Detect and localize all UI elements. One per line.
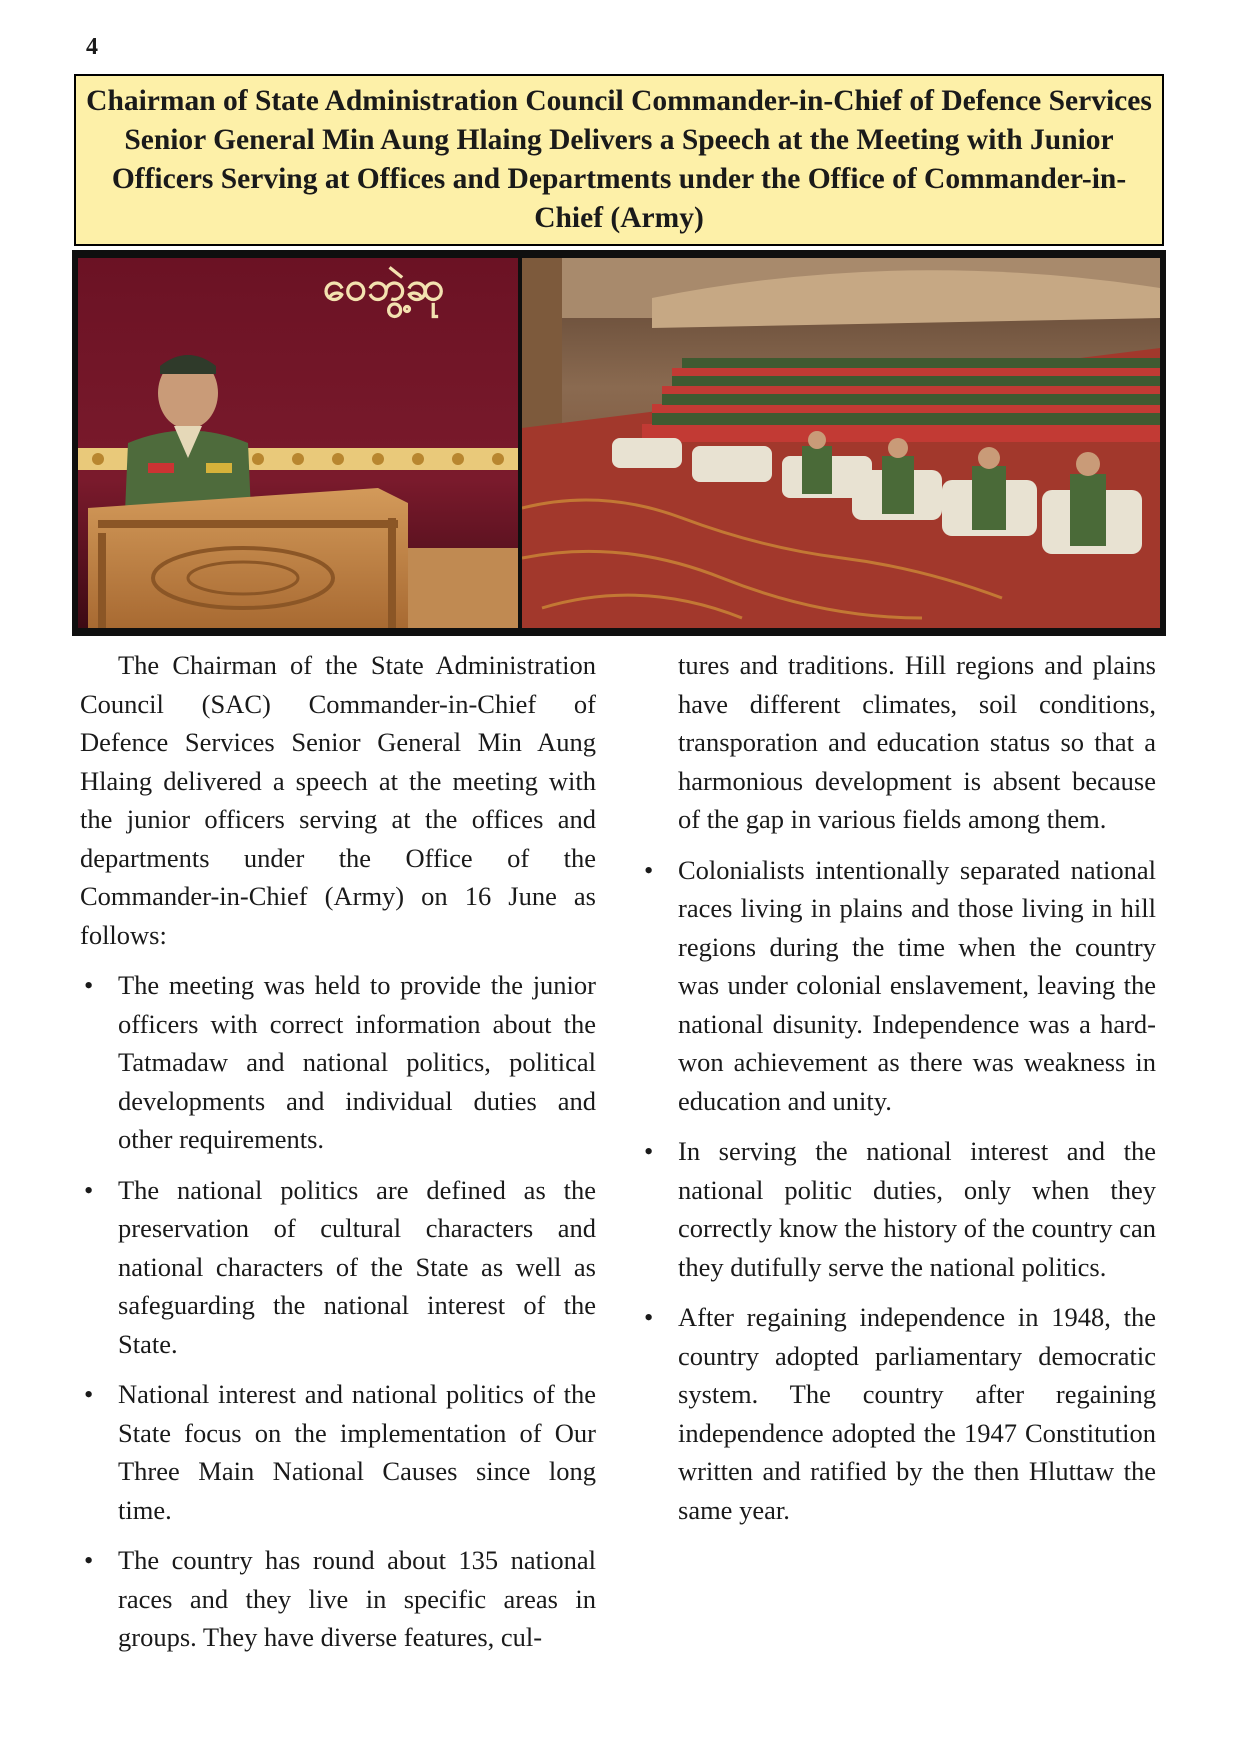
headline-box: [74, 74, 1164, 246]
headline: Chairman of State Administration Council Commander-in-Chief of Defence Services Senior General Min Aung Hlaing Delivers a Speech at the Meeting with Junior Officers Serving at Offices and Departments under the Office of Commander-in-Chief (Army): [86, 85, 1152, 234]
photo-strip: [72, 250, 1166, 636]
speaker-photo: [78, 258, 518, 628]
right-bullet-list: [640, 851, 1156, 1530]
list-item: • After regaining independence in 1948, the country adopted parliamentary democratic system. The country after regaining independence adopted the 1947 Constitution written and ratified by the then Hluttaw the same year.: [640, 1298, 1156, 1529]
page-number: 4: [86, 34, 98, 60]
list-item: • In serving the national interest and the national politic duties, only when they correctly know the history of the country can they dutifully serve the national politics.: [640, 1132, 1156, 1286]
intro-paragraph: The Chairman of the State Administration Council (SAC) Commander-in-Chief of Defence Services Senior General Min Aung Hlaing delivered a speech at the meeting with the junior officers serving at the offices and departments under the Office of the Commander-in-Chief (Army) on 16 June as follows:: [80, 650, 596, 950]
audience-photo: [522, 258, 1160, 628]
left-column: [80, 646, 596, 1657]
list-item: • The meeting was held to provide the junior officers with correct information about the Tatmadaw and national politics, political developments and individual duties and other requirements.: [80, 966, 596, 1159]
left-bullet-list: [80, 966, 596, 1657]
list-item: • The country has round about 135 national races and they live in specific areas in groups. They have diverse features, cul-: [80, 1541, 596, 1657]
right-column: [640, 646, 1156, 1529]
list-item: • Colonialists intentionally separated national races living in plains and those living in hill regions during the time when the country was under colonial enslavement, leaving the national disunity. Independence was a hard-won achievement as there was weakness in education and unity.: [640, 851, 1156, 1121]
banner-text: ဝေဘွဲ့ဆု: [323, 264, 445, 310]
continued-paragraph: tures and traditions. Hill regions and plains have different climates, soil conditions, transporation and education status so that a harmonious development is absent because of the gap in various fields among them.: [678, 650, 1156, 834]
list-item: • The national politics are defined as the preservation of cultural characters and national characters of the State as well as safeguarding the national interest of the State.: [80, 1171, 596, 1364]
list-item: • National interest and national politics of the State focus on the implementation of Our Three Main National Causes since long time.: [80, 1375, 596, 1529]
